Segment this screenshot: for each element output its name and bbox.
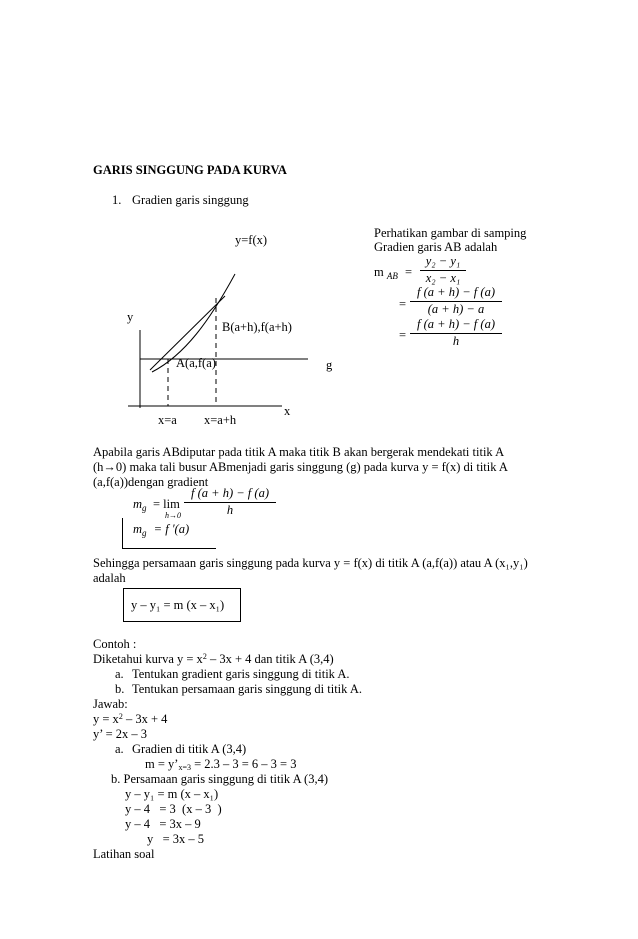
y-axis-label: y xyxy=(127,310,134,324)
answer-heading: Jawab: xyxy=(93,697,128,711)
point-a-label: A(a,f(a) xyxy=(176,356,216,370)
equals-3: = xyxy=(399,328,407,342)
answer-line-1-post: – 3x + 4 xyxy=(122,712,168,726)
equals-1: = xyxy=(405,265,413,279)
x-axis-label: x xyxy=(284,404,291,418)
question-b-marker: b. xyxy=(115,682,125,696)
example-given-exponent: 2 xyxy=(202,652,207,661)
fraction-difference-denominator: (a + h) − a xyxy=(427,301,485,316)
limit-fraction-denominator: h xyxy=(226,502,234,517)
gradient-calc-subscript: x=3 xyxy=(178,763,191,772)
example-given-post: – 3x + 4 dan titik A (3,4) xyxy=(206,652,334,666)
point-b-label: B(a+h),f(a+h) xyxy=(222,320,292,334)
limit-m-g xyxy=(133,497,147,513)
section-number: 1. xyxy=(112,193,122,207)
answer-line-1-pre: y = x xyxy=(93,712,119,726)
fraction-difference-numerator: f (a + h) − f (a) xyxy=(417,285,495,299)
limit-result-value: = f ′(a) xyxy=(153,522,190,536)
paragraph-2-line-1: Sehingga persamaan garis singgung pada kurva y = f(x) di titik A (a,f(a)) atau A (x₁,y₁) xyxy=(93,556,528,570)
example-given-pre: Diketahui kurva y = x xyxy=(93,652,203,666)
gradient-calc-post: = 2.3 – 3 = 6 – 3 = 3 xyxy=(190,757,297,771)
question-a: Tentukan gradient garis singgung di titik A. xyxy=(132,667,350,681)
fraction-simplified-numerator: f (a + h) − f (a) xyxy=(417,317,495,331)
answer-line-1 xyxy=(93,712,167,726)
part-a-marker: a. xyxy=(115,742,124,756)
part-b: b. Persamaan garis singgung di titik A (3,4) xyxy=(111,772,328,786)
tangent-g-label: g xyxy=(326,358,333,372)
step-4: y = 3x – 5 xyxy=(147,832,205,846)
limit-fraction xyxy=(184,487,276,518)
gradient-calc-pre: m = y’ xyxy=(145,757,179,771)
side-line-2: Gradien garis AB adalah xyxy=(374,240,498,254)
step-2: y – 4 = 3 (x – 3 ) xyxy=(125,802,222,816)
tangent-equation: y – y₁ = m (x – x₁) xyxy=(131,598,225,612)
m-ab-subscript: AB xyxy=(386,271,398,281)
fraction-simplified-denominator: h xyxy=(452,333,460,348)
paragraph-2-line-2: adalah xyxy=(93,571,126,585)
fraction-simplified xyxy=(410,318,502,349)
fraction-slope-denominator: x₂ − x₁ xyxy=(425,270,461,285)
paragraph-1-line-3: (a,f(a))dengan gradient xyxy=(93,475,209,489)
page-title: GARIS SINGGUNG PADA KURVA xyxy=(93,163,287,177)
fraction-slope xyxy=(420,255,466,286)
curve-label: y=f(x) xyxy=(235,233,268,247)
limit-result-g: g xyxy=(142,528,147,538)
paragraph-1-line-1: Apabila garis ABdiputar pada titik A maka titik B akan bergerak mendekati titik A xyxy=(93,445,505,459)
example-given xyxy=(93,652,334,666)
step-1: y – y₁ = m (x – x₁) xyxy=(125,787,219,801)
answer-line-1-exponent: 2 xyxy=(118,712,123,721)
exercise-heading: Latihan soal xyxy=(93,847,155,861)
section-heading: Gradien garis singgung xyxy=(132,193,249,207)
answer-line-2: y’ = 2x – 3 xyxy=(93,727,148,741)
equals-2: = xyxy=(399,297,407,311)
limit-m-letter: m xyxy=(133,497,143,511)
m-ab-symbol xyxy=(374,265,398,281)
side-line-1: Perhatikan gambar di samping xyxy=(374,226,527,240)
paragraph-1-line-2: (h→0) maka tali busur ABmenjadi garis singgung (g) pada kurva y = f(x) di titik A xyxy=(93,460,508,474)
step-3: y – 4 = 3x – 9 xyxy=(125,817,201,831)
x-a-label: x=a xyxy=(158,413,177,427)
gradient-calc xyxy=(145,757,296,772)
x-ah-label: x=a+h xyxy=(204,413,237,427)
fraction-difference xyxy=(410,286,502,317)
part-a: Gradien di titik A (3,4) xyxy=(132,742,247,756)
limit-g-subscript: g xyxy=(142,503,147,513)
question-a-marker: a. xyxy=(115,667,124,681)
limit-result-m: m xyxy=(133,522,143,536)
limit-fraction-numerator: f (a + h) − f (a) xyxy=(191,486,269,500)
question-b: Tentukan persamaan garis singgung di titik A. xyxy=(132,682,362,696)
limit-eq-lim: = lim xyxy=(153,497,180,511)
limit-subscript: h→0 xyxy=(165,511,181,520)
fraction-slope-numerator: y₂ − y₁ xyxy=(425,254,461,268)
m-letter: m xyxy=(374,265,384,279)
limit-result xyxy=(133,522,189,538)
example-heading: Contoh : xyxy=(93,637,137,651)
